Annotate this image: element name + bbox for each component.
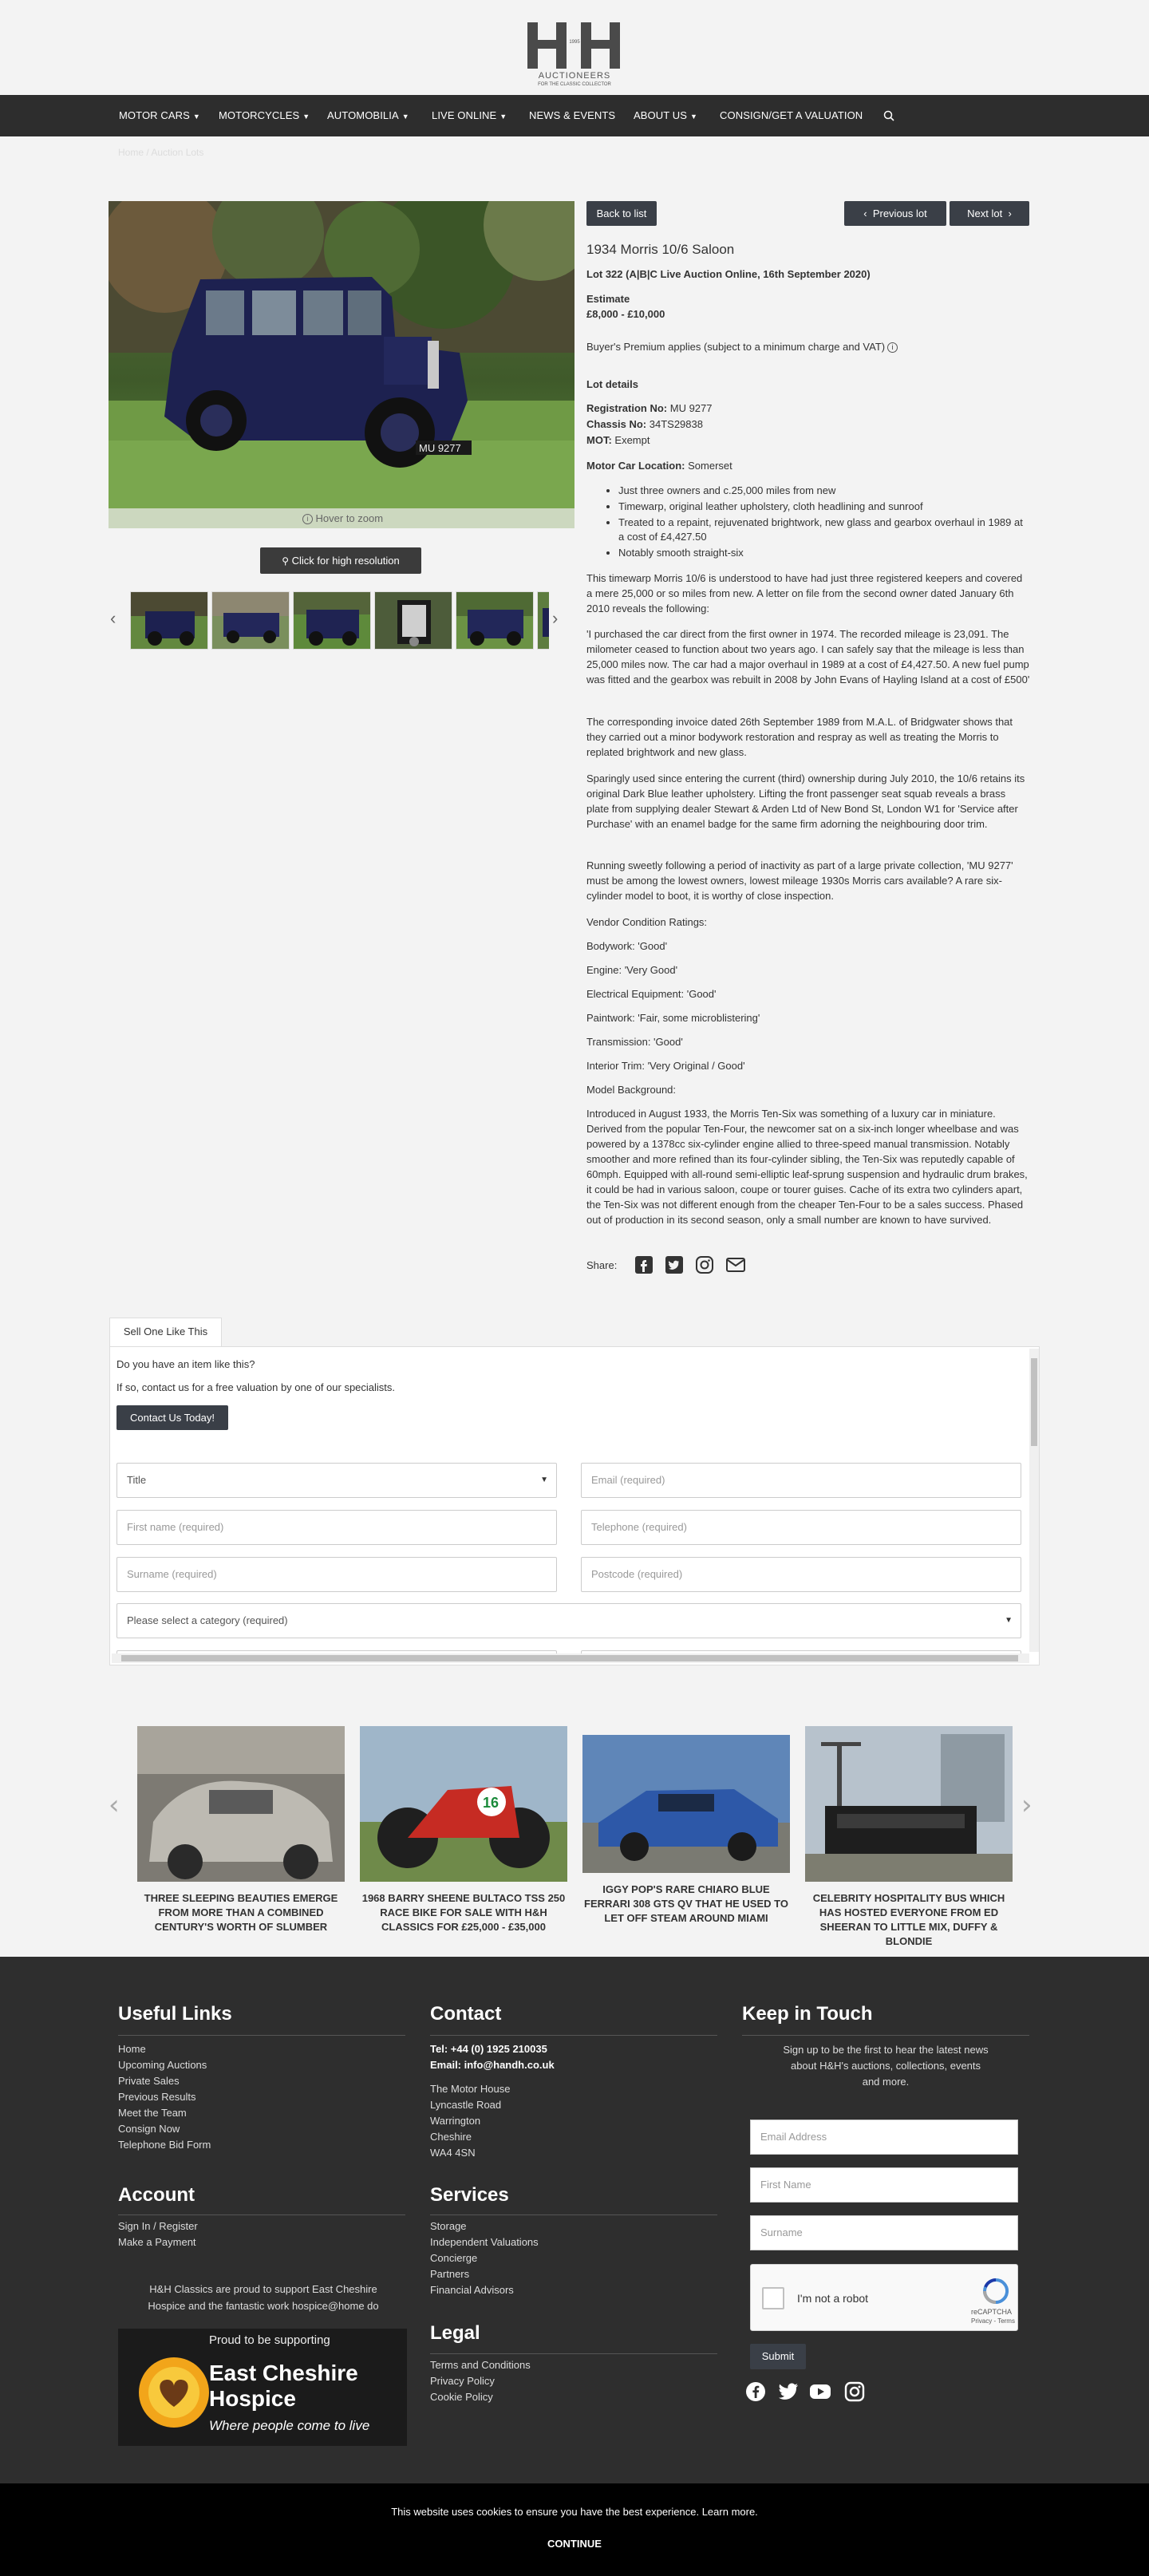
tab-sell-one-like-this[interactable]: Sell One Like This bbox=[109, 1318, 222, 1346]
previous-lot-button[interactable]: ‹ Previous lot bbox=[844, 201, 946, 226]
news-title[interactable]: CELEBRITY HOSPITALITY BUS WHICH HAS HOSTED EVERYONE FROM ED SHEERAN TO LITTLE MIX, DUFFY & BLONDIE bbox=[812, 1892, 1005, 1947]
contact-us-button[interactable]: Contact Us Today! bbox=[116, 1405, 228, 1430]
thumbnail[interactable] bbox=[374, 591, 452, 650]
cookie-banner bbox=[0, 2483, 1149, 2576]
info-icon: i bbox=[302, 514, 313, 524]
facebook-icon[interactable] bbox=[745, 2381, 766, 2402]
hospice-name-line1: East Cheshire bbox=[209, 2361, 358, 2385]
instagram-icon[interactable] bbox=[844, 2381, 865, 2402]
address-line: Lyncastle Road bbox=[430, 2099, 502, 2111]
captcha-brand: reCAPTCHA bbox=[971, 2308, 1013, 2316]
divider bbox=[118, 2214, 405, 2215]
hospice-name-line2: Hospice bbox=[209, 2386, 296, 2411]
description-paragraph: This timewarp Morris 10/6 is understood to have had just three registered keepers and covered a mere 25,000 or so miles from new. A letter on file from the second owner dated January 6th 2010 reveals the following: bbox=[586, 572, 1023, 614]
estimate-label: Estimate bbox=[586, 293, 630, 305]
rating-line: Interior Trim: 'Very Original / Good' bbox=[586, 1060, 745, 1072]
keep-in-touch-text: Sign up to be the first to hear the latest news about H&H's auctions, collections, events and more. bbox=[783, 2044, 989, 2088]
captcha-checkbox[interactable] bbox=[762, 2287, 784, 2309]
facebook-icon[interactable] bbox=[634, 1255, 653, 1274]
logo-name: AUCTIONEERS bbox=[538, 71, 611, 81]
newsletter-surname-field[interactable]: Surname bbox=[750, 2215, 1018, 2250]
divider bbox=[742, 2035, 1029, 2036]
thumb-next-arrow[interactable]: › bbox=[552, 608, 559, 628]
footer-link-consign[interactable]: Consign Now bbox=[118, 2123, 180, 2135]
divider bbox=[430, 2353, 717, 2354]
news-image[interactable] bbox=[137, 1726, 345, 1882]
thumbnail[interactable] bbox=[211, 591, 290, 650]
hospice-banner[interactable] bbox=[118, 2329, 407, 2446]
contact-phone[interactable]: Tel: +44 (0) 1925 210035 bbox=[430, 2043, 547, 2055]
services-heading: Services bbox=[430, 2184, 509, 2206]
nav-about-us[interactable]: ABOUT US ▼ bbox=[634, 109, 698, 121]
cookie-continue-button[interactable]: CONTINUE bbox=[547, 2538, 602, 2550]
description-paragraph: Sparingly used since entering the current (third) ownership during July 2010, the 10/6 retains its original Dark Blue leather upholstery. Lifting the front passenger seat squab reveals a brass plate from supplying dealer Stewart & Arden Ltd of New Bond St, London W1 for 'Service after Purchase' with an enamel badge for the same firm adorning the neighbouring door trim. bbox=[586, 772, 1025, 830]
youtube-icon[interactable] bbox=[809, 2381, 830, 2402]
rating-line: Electrical Equipment: 'Good' bbox=[586, 988, 717, 1000]
thumbnail[interactable] bbox=[130, 591, 208, 650]
email-field[interactable]: Email (required) bbox=[581, 1463, 1021, 1498]
address-line: WA4 4SN bbox=[430, 2147, 476, 2159]
news-title[interactable]: THREE SLEEPING BEAUTIES EMERGE FROM MORE THAN A COMBINED CENTURY'S WORTH OF SLUMBER bbox=[144, 1892, 338, 1933]
registration-no: Registration No: MU 9277 bbox=[586, 402, 713, 414]
search-icon[interactable] bbox=[883, 110, 894, 121]
nav-motor-cars[interactable]: MOTOR CARS ▼ bbox=[119, 109, 200, 121]
sell-panel bbox=[109, 1346, 1040, 1665]
nav-live-online[interactable]: LIVE ONLINE ▼ bbox=[432, 109, 507, 121]
address-line: The Motor House bbox=[430, 2083, 511, 2095]
thumbnail[interactable] bbox=[456, 591, 534, 650]
rating-line: Transmission: 'Good' bbox=[586, 1036, 683, 1048]
footer-link-partners[interactable]: Partners bbox=[430, 2268, 470, 2280]
news-card[interactable] bbox=[582, 1735, 790, 1926]
keep-in-touch-heading: Keep in Touch bbox=[742, 2003, 873, 2025]
newsletter-first-name-field[interactable]: First Name bbox=[750, 2167, 1018, 2203]
footer-link-valuations[interactable]: Independent Valuations bbox=[430, 2236, 539, 2248]
thumbnail[interactable] bbox=[293, 591, 371, 650]
divider bbox=[118, 2035, 405, 2036]
buyers-premium: Buyer's Premium applies (subject to a minimum charge and VAT) i bbox=[586, 341, 898, 353]
charity-text: H&H Classics are proud to support East Cheshire Hospice and the fantastic work hospice@home do bbox=[148, 2283, 379, 2312]
news-image[interactable] bbox=[805, 1726, 1013, 1882]
address-line: Warrington bbox=[430, 2115, 481, 2127]
divider bbox=[430, 2214, 717, 2215]
news-next-arrow[interactable]: › bbox=[1021, 1789, 1033, 1821]
list-item: • Just three owners and c.25,000 miles from new bbox=[618, 484, 1029, 498]
nav-news-events[interactable]: NEWS & EVENTS bbox=[529, 109, 616, 121]
news-title[interactable]: 1968 BARRY SHEENE BULTACO TSS 250 RACE BIKE FOR SALE WITH H&H CLASSICS FOR £25,000 - £35,000 bbox=[361, 1892, 566, 1933]
site-logo[interactable] bbox=[524, 21, 625, 89]
nav-consign[interactable]: CONSIGN/GET A VALUATION bbox=[720, 109, 863, 121]
footer-link-privacy[interactable]: Privacy Policy bbox=[430, 2375, 495, 2387]
email-icon[interactable] bbox=[725, 1255, 744, 1274]
estimate-value: £8,000 - £10,000 bbox=[586, 308, 665, 320]
search-icon: ⚲ bbox=[282, 555, 290, 567]
useful-links-heading: Useful Links bbox=[118, 2003, 232, 2025]
legal-heading: Legal bbox=[430, 2322, 480, 2344]
thumbnail[interactable] bbox=[537, 591, 549, 650]
twitter-icon[interactable] bbox=[777, 2381, 798, 2402]
list-item: • Treated to a repaint, rejuvenated brightwork, new glass and gearbox overhaul in 1989 at a cost of £4,427.50 bbox=[618, 516, 1029, 544]
footer-link-upcoming[interactable]: Upcoming Auctions bbox=[118, 2059, 207, 2071]
recaptcha-widget[interactable] bbox=[750, 2264, 1018, 2331]
news-image[interactable] bbox=[360, 1726, 567, 1882]
surname-field[interactable]: Surname (required) bbox=[116, 1557, 557, 1592]
chevron-left-icon: ‹ bbox=[863, 207, 867, 219]
postcode-field[interactable]: Postcode (required) bbox=[581, 1557, 1021, 1592]
car-location: Motor Car Location: Somerset bbox=[586, 460, 732, 472]
sell-question: Do you have an item like this? bbox=[116, 1358, 255, 1370]
footer-link-private-sales[interactable]: Private Sales bbox=[118, 2075, 180, 2087]
footer-link-terms[interactable]: Terms and Conditions bbox=[430, 2359, 531, 2371]
twitter-icon[interactable] bbox=[665, 1255, 684, 1274]
lot-auction-info: Lot 322 (A|B|C Live Auction Online, 16th September 2020) bbox=[586, 268, 871, 280]
contact-heading: Contact bbox=[430, 2003, 502, 2025]
newsletter-submit-button[interactable]: Submit bbox=[750, 2344, 806, 2369]
chassis-no: Chassis No: 34TS29838 bbox=[586, 418, 703, 430]
footer-link-financial[interactable]: Financial Advisors bbox=[430, 2284, 514, 2296]
next-lot-button[interactable]: Next lot › bbox=[950, 201, 1029, 226]
caret-down-icon: ▼ bbox=[540, 1476, 548, 1484]
caret-down-icon: ▼ bbox=[499, 113, 507, 121]
hospice-tagline: Where people come to live bbox=[209, 2418, 370, 2433]
rating-line: Paintwork: 'Fair, some microblistering' bbox=[586, 1012, 760, 1024]
divider bbox=[430, 2035, 717, 2036]
description-paragraph: Running sweetly following a period of inactivity as part of a large private collection, 'MU 9277' must be among the lowest owners, lowest mileage 1930s Morris cars available? A rare six-cylinder model to boot, it is worthy of close inspection. bbox=[586, 859, 1013, 902]
newsletter-email-field[interactable]: Email Address bbox=[750, 2120, 1018, 2155]
nav-automobilia[interactable]: AUTOMOBILIA ▼ bbox=[327, 109, 409, 121]
thumbnail-strip bbox=[128, 591, 549, 650]
list-item: • Timewarp, original leather upholstery, cloth headlining and sunroof bbox=[618, 500, 1029, 514]
share-label: Share: bbox=[586, 1259, 618, 1271]
mot-status: MOT: Exempt bbox=[586, 434, 650, 446]
nav-motorcycles[interactable]: MOTORCYCLES ▼ bbox=[219, 109, 310, 121]
caret-down-icon: ▼ bbox=[690, 113, 698, 121]
info-icon[interactable]: i bbox=[887, 342, 898, 353]
news-card[interactable] bbox=[805, 1726, 1013, 1949]
footer-link-bid-form[interactable]: Telephone Bid Form bbox=[118, 2139, 211, 2151]
news-image[interactable] bbox=[582, 1735, 790, 1873]
description-paragraph: 'I purchased the car direct from the first owner in 1974. The recorded mileage is 23,091. The milometer ceased to function about two years ago. I can safely say that the mileage is less than 25,000 miles now. The car had a major overhaul in 1989 at a cost of £4,427.50. A new fuel pump was fitted and the gearbox was rebuilt in 2008 by John Evans of Hayling Island at a cost of £500' bbox=[586, 628, 1030, 685]
footer-link-payment[interactable]: Make a Payment bbox=[118, 2236, 196, 2248]
main-nav bbox=[0, 95, 1149, 136]
footer-link-storage[interactable]: Storage bbox=[430, 2220, 467, 2232]
lot-title: 1934 Morris 10/6 Saloon bbox=[586, 242, 735, 257]
news-card[interactable] bbox=[137, 1726, 345, 1934]
logo-bar bbox=[0, 0, 1149, 95]
main-lot-photo[interactable] bbox=[109, 201, 574, 528]
svg-text:MU 9277: MU 9277 bbox=[419, 442, 461, 454]
description-paragraph: Introduced in August 1933, the Morris Ten-Six was something of a luxury car in miniature. Derived from the popular Ten-Four, the newcomer sat on a six-inch longer wheelbase and was powered by a 1378cc six-cylinder engine allied to three-speed manual transmission. Notably smoother and more refined than its four-cylinder sibling, the Ten-Six was reputedly capable of 60mph. Equipped with all-round semi-elliptic leaf-sprung suspension and hydraulic drum brakes, it could be had in various saloon, coupe or tourer guises. Cache of its extra two cylinders apart, the Ten-Six was not different enough from the cheaper Ten-Four to be a sales success. Phased out of production in its second season, only a small number are known to have survived. bbox=[586, 1108, 1028, 1226]
footer-link-previous-results[interactable]: Previous Results bbox=[118, 2091, 196, 2103]
description-paragraph: The corresponding invoice dated 26th September 1989 from M.A.L. of Bridgwater shows that they carried out a minor bodywork restoration and respray as well as treating the Morris to replated brightwork and new glass. bbox=[586, 716, 1013, 758]
first-name-field[interactable]: First name (required) bbox=[116, 1510, 557, 1545]
footer-link-meet-team[interactable]: Meet the Team bbox=[118, 2107, 187, 2119]
contact-email[interactable]: Email: info@handh.co.uk bbox=[430, 2059, 555, 2071]
high-resolution-button[interactable]: ⚲ Click for high resolution bbox=[260, 547, 421, 574]
hospice-proud: Proud to be supporting bbox=[209, 2333, 330, 2347]
captcha-label: I'm not a robot bbox=[797, 2292, 869, 2305]
footer-link-home[interactable]: Home bbox=[118, 2043, 146, 2055]
telephone-field[interactable]: Telephone (required) bbox=[581, 1510, 1021, 1545]
category-select[interactable]: Please select a category (required) ▼ bbox=[116, 1603, 1021, 1638]
footer-link-sign-in[interactable]: Sign In / Register bbox=[118, 2220, 198, 2232]
title-select[interactable]: Title ▼ bbox=[116, 1463, 557, 1498]
news-title[interactable]: IGGY POP'S RARE CHIARO BLUE FERRARI 308 GTS QV THAT HE USED TO LET OFF STEAM AROUND MIAMI bbox=[584, 1883, 788, 1924]
account-heading: Account bbox=[118, 2184, 195, 2206]
caret-down-icon: ▼ bbox=[192, 113, 200, 121]
instagram-icon[interactable] bbox=[695, 1255, 714, 1274]
recaptcha-icon bbox=[982, 2278, 1009, 2305]
news-card[interactable] bbox=[360, 1726, 567, 1934]
rating-line: Bodywork: 'Good' bbox=[586, 940, 668, 952]
back-to-list-button[interactable]: Back to list bbox=[586, 201, 657, 226]
hover-zoom-hint: i Hover to zoom bbox=[109, 508, 574, 528]
logo-year: 1995 bbox=[569, 40, 580, 45]
captcha-links[interactable]: Privacy - Terms bbox=[971, 2317, 1015, 2325]
footer-link-cookies[interactable]: Cookie Policy bbox=[430, 2391, 493, 2403]
thumb-prev-arrow[interactable]: ‹ bbox=[110, 608, 116, 628]
cookie-message: This website uses cookies to ensure you have the best experience. Learn more. bbox=[391, 2506, 758, 2518]
rating-line: Engine: 'Very Good' bbox=[586, 964, 678, 976]
address-line: Cheshire bbox=[430, 2131, 472, 2143]
chevron-right-icon: › bbox=[1008, 207, 1012, 219]
breadcrumb[interactable]: Home / Auction Lots bbox=[118, 147, 204, 158]
rating-line: Model Background: bbox=[586, 1084, 677, 1096]
scrollbar-thumb[interactable] bbox=[121, 1655, 1018, 1661]
caret-down-icon: ▼ bbox=[302, 113, 310, 121]
news-prev-arrow[interactable]: ‹ bbox=[109, 1789, 120, 1821]
learn-more-link[interactable]: Learn more. bbox=[701, 2506, 758, 2518]
sell-prompt: If so, contact us for a free valuation by one of our specialists. bbox=[116, 1381, 396, 1393]
svg-text:16: 16 bbox=[483, 1795, 499, 1811]
logo-tagline: FOR THE CLASSIC COLLECTOR bbox=[538, 82, 611, 87]
footer-link-concierge[interactable]: Concierge bbox=[430, 2252, 478, 2264]
rating-line: Vendor Condition Ratings: bbox=[586, 916, 708, 928]
scrollbar-thumb[interactable] bbox=[1031, 1358, 1037, 1446]
caret-down-icon: ▼ bbox=[1005, 1616, 1013, 1625]
caret-down-icon: ▼ bbox=[401, 113, 409, 121]
lot-details-heading: Lot details bbox=[586, 378, 639, 390]
lot-highlights bbox=[618, 484, 1029, 562]
list-item: • Notably smooth straight-six bbox=[618, 546, 1029, 560]
